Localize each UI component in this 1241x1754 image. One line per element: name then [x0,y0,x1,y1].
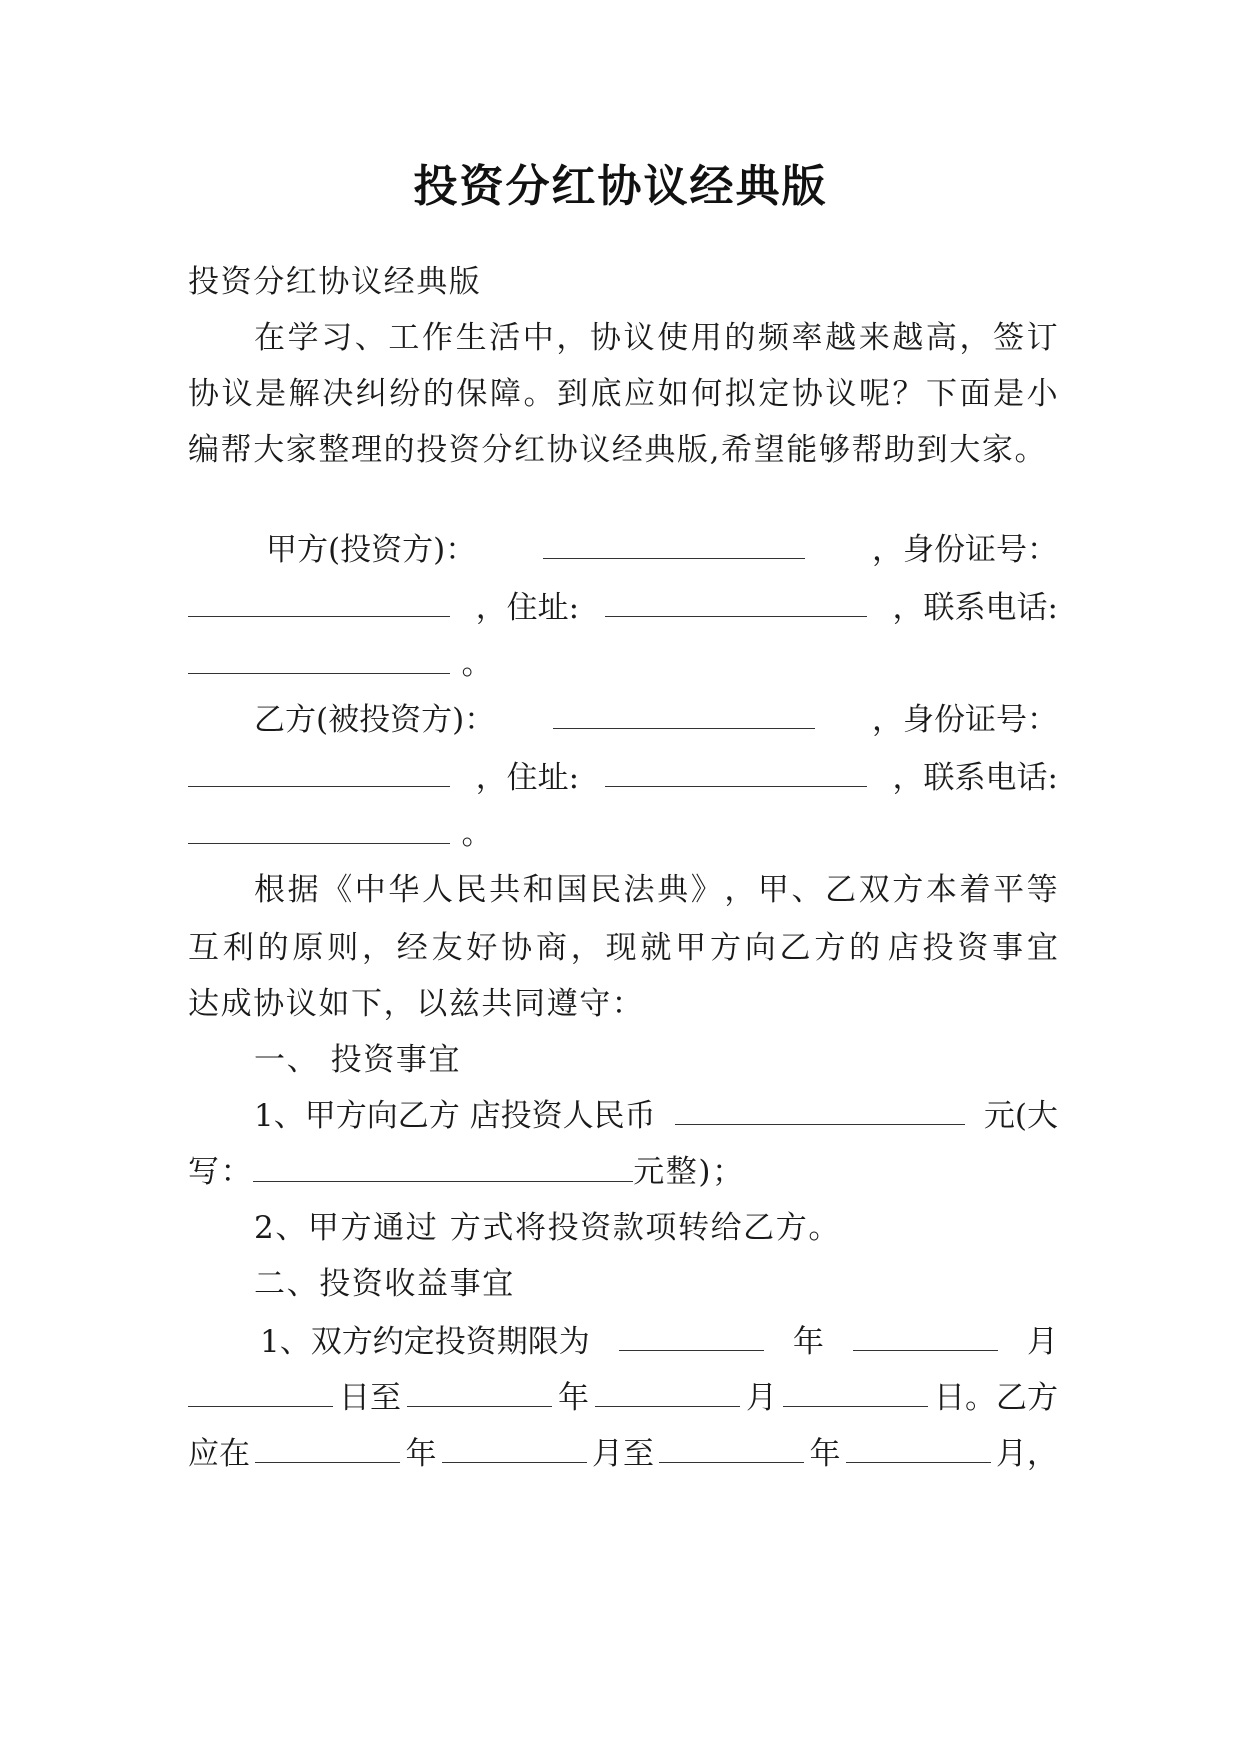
glyph: 何 [691,376,723,412]
glyph: 如 [657,376,689,412]
end-day-blank[interactable] [783,1378,928,1407]
glyph: 好 [466,930,498,966]
section-2-item-1-line-3 [188,1434,1058,1474]
payout-start-month-label: 月至 [592,1436,654,1472]
glyph: 就 [640,930,672,966]
glyph: 工 [388,320,420,356]
glyph: 乙 [825,872,857,908]
party-b-name-blank[interactable] [553,700,815,729]
glyph: 率 [791,320,823,356]
end-year-blank[interactable] [407,1378,552,1407]
party-b-id-label: ，身份证号： [871,702,1058,738]
start-month-label: 月 [1026,1324,1058,1360]
glyph: 习 [321,320,353,356]
glyph: 用 [690,320,722,356]
glyph: 人 [421,872,453,908]
party-a-name-blank[interactable] [543,530,805,559]
party-a-label: 甲方(投资方)： [266,532,477,568]
party-b-address-blank[interactable] [605,758,867,787]
glyph: 方 [814,930,846,966]
glyph: 的 [724,320,756,356]
glyph: 现 [605,930,637,966]
glyph: 生 [455,320,487,356]
glyph: 国 [556,872,588,908]
glyph: 协 [501,930,533,966]
section-1-capital-label: 写： [188,1154,254,1190]
glyph: 民 [455,872,487,908]
payout-end-month-label: 月， [996,1436,1058,1472]
glyph: 活 [489,320,521,356]
glyph: 保 [456,376,488,412]
glyph: 和 [522,872,554,908]
glyph: ， [556,320,588,356]
party-a-line-1 [188,530,1058,570]
party-b-end: 。 [461,816,495,852]
payout-end-month-blank[interactable] [846,1434,991,1463]
party-b-address-label: ，住址: [475,760,580,796]
glyph: 方 [892,872,924,908]
section-2-item-1-text: 1、双方约定投资期限为 [260,1324,590,1360]
glyph: 经 [396,930,428,966]
glyph: 的 [257,930,289,966]
glyph: 原 [292,930,324,966]
glyph: 应 [624,376,656,412]
glyph: 是 [993,376,1025,412]
party-a-id-blank[interactable] [188,588,450,617]
glyph: 协 [791,376,823,412]
payout-start-month-blank[interactable] [442,1434,587,1463]
section-2-item-1-line-2 [188,1378,1058,1418]
glyph: 资 [957,930,989,966]
glyph: 华 [388,872,420,908]
intro-line-3: 编帮大家整理的投资分红协议经典版,希望能够帮助到大家。 [188,432,1048,468]
glyph: 中 [522,320,554,356]
glyph: 订 [1026,320,1058,356]
glyph: 议 [221,376,253,412]
start-year-blank[interactable] [619,1322,764,1351]
payout-end-year-label: 年 [809,1436,841,1472]
glyph: ， [959,320,991,356]
party-a-end: 。 [461,646,495,682]
party-a-address-label: ，住址: [475,590,580,626]
glyph: 高 [925,320,957,356]
glyph: ？ [892,376,924,412]
party-b-id-blank[interactable] [188,758,450,787]
glyph: 来 [858,320,890,356]
party-a-line-2 [188,588,1058,628]
payout-end-year-blank[interactable] [659,1434,804,1463]
glyph: 障 [489,376,521,412]
section-1-item-2: 2、甲方通过 方式将投资款项转给乙方。 [254,1210,841,1246]
investment-amount-blank[interactable] [675,1096,965,1125]
glyph: 商 [535,930,567,966]
glyph: 平 [993,872,1025,908]
intro-line-2 [188,374,1058,414]
party-a-phone-label: ，联系电话: [892,590,1058,626]
section-1-item-1-line-2 [188,1152,1058,1192]
glyph: 越 [892,320,924,356]
glyph: 甲 [675,930,707,966]
glyph: 协 [589,320,621,356]
section-2-item-1-line-1 [188,1322,1058,1362]
glyph: 《 [321,872,353,908]
glyph: 、 [354,320,386,356]
glyph: 解 [288,376,320,412]
glyph: 据 [287,872,319,908]
party-a-line-3 [188,644,1058,684]
glyph: 共 [489,872,521,908]
glyph: 的 [422,376,454,412]
payout-start-year-blank[interactable] [255,1434,400,1463]
glyph: 双 [858,872,890,908]
document-subtitle: 投资分红协议经典版 [188,264,482,300]
section-2-heading: 二、投资收益事宜 [254,1266,515,1302]
glyph: ， [570,930,602,966]
glyph: 纷 [389,376,421,412]
glyph: 议 [623,320,655,356]
start-month-blank[interactable] [853,1322,998,1351]
basis-line-1 [188,870,1058,910]
party-a-id-label: ，身份证号： [871,532,1058,568]
glyph: 议 [825,376,857,412]
glyph: 向 [744,930,776,966]
glyph: 在 [254,320,285,356]
glyph: 签 [993,320,1025,356]
basis-line-2 [188,928,1058,968]
party-a-phone-blank[interactable] [188,645,450,674]
glyph: 等 [1026,872,1058,908]
glyph: 学 [287,320,319,356]
party-b-line-3 [188,814,1058,854]
glyph: 是 [255,376,287,412]
glyph: 本 [925,872,957,908]
glyph: 根 [254,872,285,908]
glyph: 方 [709,930,741,966]
section-1-item-1-text: 1、甲方向乙方 店投资人民币 [254,1098,656,1134]
intro-line-1 [188,318,1058,358]
glyph: 定 [758,376,790,412]
glyph: 协 [188,376,219,412]
should-label: 应在 [188,1436,250,1472]
section-1-item-1-line-1 [188,1096,1058,1136]
glyph: 频 [757,320,789,356]
glyph: 》 [690,872,722,908]
end-day-label: 日。乙方 [934,1380,1058,1416]
party-b-line-2 [188,758,1058,798]
glyph: ， [724,872,756,908]
end-year-label: 年 [558,1380,589,1416]
section-1-heading: 一、 投资事宜 [254,1042,462,1078]
glyph: 到 [557,376,589,412]
glyph: 决 [322,376,354,412]
glyph: 作 [421,320,453,356]
glyph: 越 [825,320,857,356]
glyph: 店 [887,930,919,966]
party-b-label: 乙方(被投资方)： [254,702,496,738]
glyph: 、 [791,872,823,908]
glyph: 宜 [1026,930,1058,966]
glyph: 事 [992,930,1024,966]
glyph: ， [361,930,393,966]
glyph: 呢 [858,376,890,412]
glyph: 。 [523,376,555,412]
glyph: 下 [926,376,958,412]
glyph: 小 [1026,376,1058,412]
document-title: 投资分红协议经典版 [413,161,828,212]
payout-start-year-label: 年 [405,1436,437,1472]
section-1-capital-suffix: 元整)； [633,1154,745,1190]
party-a-address-blank[interactable] [605,588,867,617]
glyph: 互 [188,930,219,966]
end-month-label: 月 [746,1380,777,1416]
end-month-blank[interactable] [595,1378,740,1407]
glyph: 利 [222,930,254,966]
glyph: 使 [657,320,689,356]
glyph: 中 [354,872,386,908]
glyph: 典 [657,872,689,908]
party-b-phone-label: ，联系电话: [892,760,1058,796]
party-b-phone-blank[interactable] [188,815,450,844]
glyph: 面 [959,376,991,412]
start-day-label: 日至 [339,1380,401,1416]
glyph: 纠 [355,376,387,412]
party-b-line-1 [188,700,1058,740]
glyph: 甲 [757,872,789,908]
glyph: 乙 [779,930,811,966]
section-1-item-1-suffix: 元(大 [983,1098,1058,1134]
glyph: 法 [623,872,655,908]
basis-line-3: 达成协议如下，以兹共同遵守： [188,986,645,1022]
glyph: 底 [590,376,622,412]
glyph: 着 [959,872,991,908]
start-year-label: 年 [792,1324,824,1360]
glyph: 拟 [724,376,756,412]
glyph: 的 [849,930,881,966]
investment-amount-capital-blank[interactable] [253,1153,633,1182]
glyph: 民 [589,872,621,908]
glyph: 友 [431,930,463,966]
glyph: 则 [327,930,359,966]
start-day-blank[interactable] [188,1378,333,1407]
glyph: 投 [922,930,954,966]
